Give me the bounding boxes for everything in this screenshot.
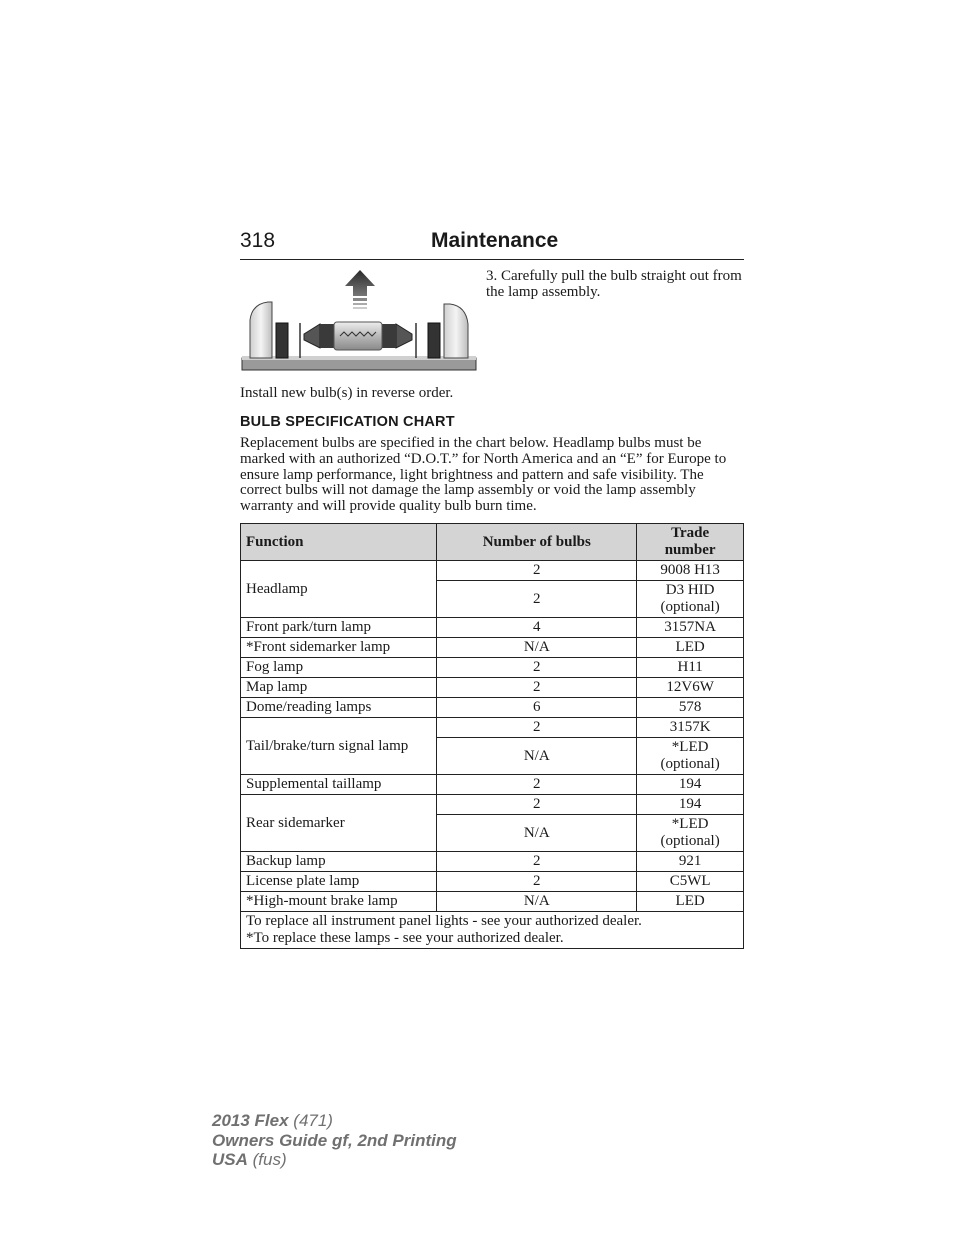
bulb-specification-table — [240, 523, 744, 949]
cell-trade-line1: D3 HID — [665, 582, 715, 598]
cell-number: N/A — [437, 638, 637, 658]
cell-number: 2 — [437, 581, 637, 618]
cell-function: Fog lamp — [241, 658, 437, 678]
footer-line1 — [212, 1111, 457, 1131]
up-arrow-icon — [345, 270, 375, 309]
page-footer — [212, 1111, 457, 1170]
cell-trade — [637, 581, 744, 618]
cell-number: 2 — [437, 561, 637, 581]
cell-number: 2 — [437, 718, 637, 738]
table-row — [241, 698, 744, 718]
table-row — [241, 718, 744, 738]
table-row — [241, 775, 744, 795]
cell-number: 2 — [437, 678, 637, 698]
table-row — [241, 658, 744, 678]
cell-trade-line1: *LED — [671, 816, 709, 832]
table-row — [241, 795, 744, 815]
note-line2: *To replace these lamps - see your authorized dealer. — [246, 930, 564, 946]
footer-market-code: (fus) — [247, 1150, 287, 1169]
step-3-text: 3. Carefully pull the bulb straight out from the lamp assembly. — [486, 268, 742, 300]
cell-number: 2 — [437, 872, 637, 892]
table-row — [241, 618, 744, 638]
cell-number: N/A — [437, 738, 637, 775]
cell-trade: 921 — [637, 852, 744, 872]
cell-trade: 194 — [637, 775, 744, 795]
header-trade-line1: Trade — [671, 525, 710, 541]
footer-model: 2013 Flex — [212, 1111, 289, 1130]
footer-line2: Owners Guide gf, 2nd Printing — [212, 1130, 457, 1150]
cell-function: Rear sidemarker — [241, 795, 437, 852]
cell-function: Front park/turn lamp — [241, 618, 437, 638]
table-row — [241, 892, 744, 912]
cell-function: Backup lamp — [241, 852, 437, 872]
cell-function: Headlamp — [241, 561, 437, 618]
cell-trade: 3157K — [637, 718, 744, 738]
cell-trade: 3157NA — [637, 618, 744, 638]
chart-heading: BULB SPECIFICATION CHART — [240, 414, 455, 430]
cell-number: 2 — [437, 658, 637, 678]
cell-number: 4 — [437, 618, 637, 638]
table-note-row — [241, 912, 744, 949]
header-trade-line2: number — [664, 542, 716, 558]
cell-trade: 194 — [637, 795, 744, 815]
install-text: Install new bulb(s) in reverse order. — [240, 385, 454, 401]
cell-trade: C5WL — [637, 872, 744, 892]
cell-function: Map lamp — [241, 678, 437, 698]
cell-trade-line2: (optional) — [660, 599, 720, 615]
cell-number: 2 — [437, 775, 637, 795]
cell-function: *Front sidemarker lamp — [241, 638, 437, 658]
cell-number: 6 — [437, 698, 637, 718]
cell-function: Supplemental taillamp — [241, 775, 437, 795]
bulb-removal-illustration — [240, 268, 478, 374]
header-function: Function — [241, 524, 437, 561]
table-row — [241, 678, 744, 698]
cell-function: License plate lamp — [241, 872, 437, 892]
cell-number: 2 — [437, 852, 637, 872]
page-header — [240, 229, 744, 260]
cell-number: 2 — [437, 795, 637, 815]
header-trade-number — [637, 524, 744, 561]
table-row — [241, 638, 744, 658]
note-line1: To replace all instrument panel lights - see your authorized dealer. — [246, 913, 642, 929]
cell-function: Tail/brake/turn signal lamp — [241, 718, 437, 775]
table-note — [241, 912, 744, 949]
cell-trade: 12V6W — [637, 678, 744, 698]
page-number: 318 — [240, 229, 276, 252]
footer-line3 — [212, 1150, 457, 1170]
cell-trade: LED — [637, 638, 744, 658]
table-row — [241, 561, 744, 581]
cell-number: N/A — [437, 815, 637, 852]
header-number-of-bulbs: Number of bulbs — [437, 524, 637, 561]
table-row — [241, 852, 744, 872]
cell-trade-line1: *LED — [671, 739, 709, 755]
cell-trade: 578 — [637, 698, 744, 718]
cell-trade-line2: (optional) — [660, 756, 720, 772]
table-row — [241, 872, 744, 892]
cell-trade-line2: (optional) — [660, 833, 720, 849]
cell-trade — [637, 738, 744, 775]
cell-number: N/A — [437, 892, 637, 912]
section-title: Maintenance — [431, 229, 559, 252]
table-header-row — [241, 524, 744, 561]
intro-paragraph: Replacement bulbs are specified in the chart below. Headlamp bulbs must be marked with an authorized “D.O.T.” for North America and an “E” for Europe to ensure lamp performance, light brightness and pattern and safe visibility. The correct bulbs will not damage the lamp assembly or void the lamp assembly warranty and will provide quality bulb burn time. — [240, 435, 727, 515]
cell-trade: 9008 H13 — [637, 561, 744, 581]
footer-code: (471) — [288, 1111, 333, 1130]
cell-trade: LED — [637, 892, 744, 912]
cell-trade: H11 — [637, 658, 744, 678]
cell-trade — [637, 815, 744, 852]
cell-function: Dome/reading lamps — [241, 698, 437, 718]
cell-function: *High-mount brake lamp — [241, 892, 437, 912]
footer-market: USA — [212, 1150, 248, 1169]
